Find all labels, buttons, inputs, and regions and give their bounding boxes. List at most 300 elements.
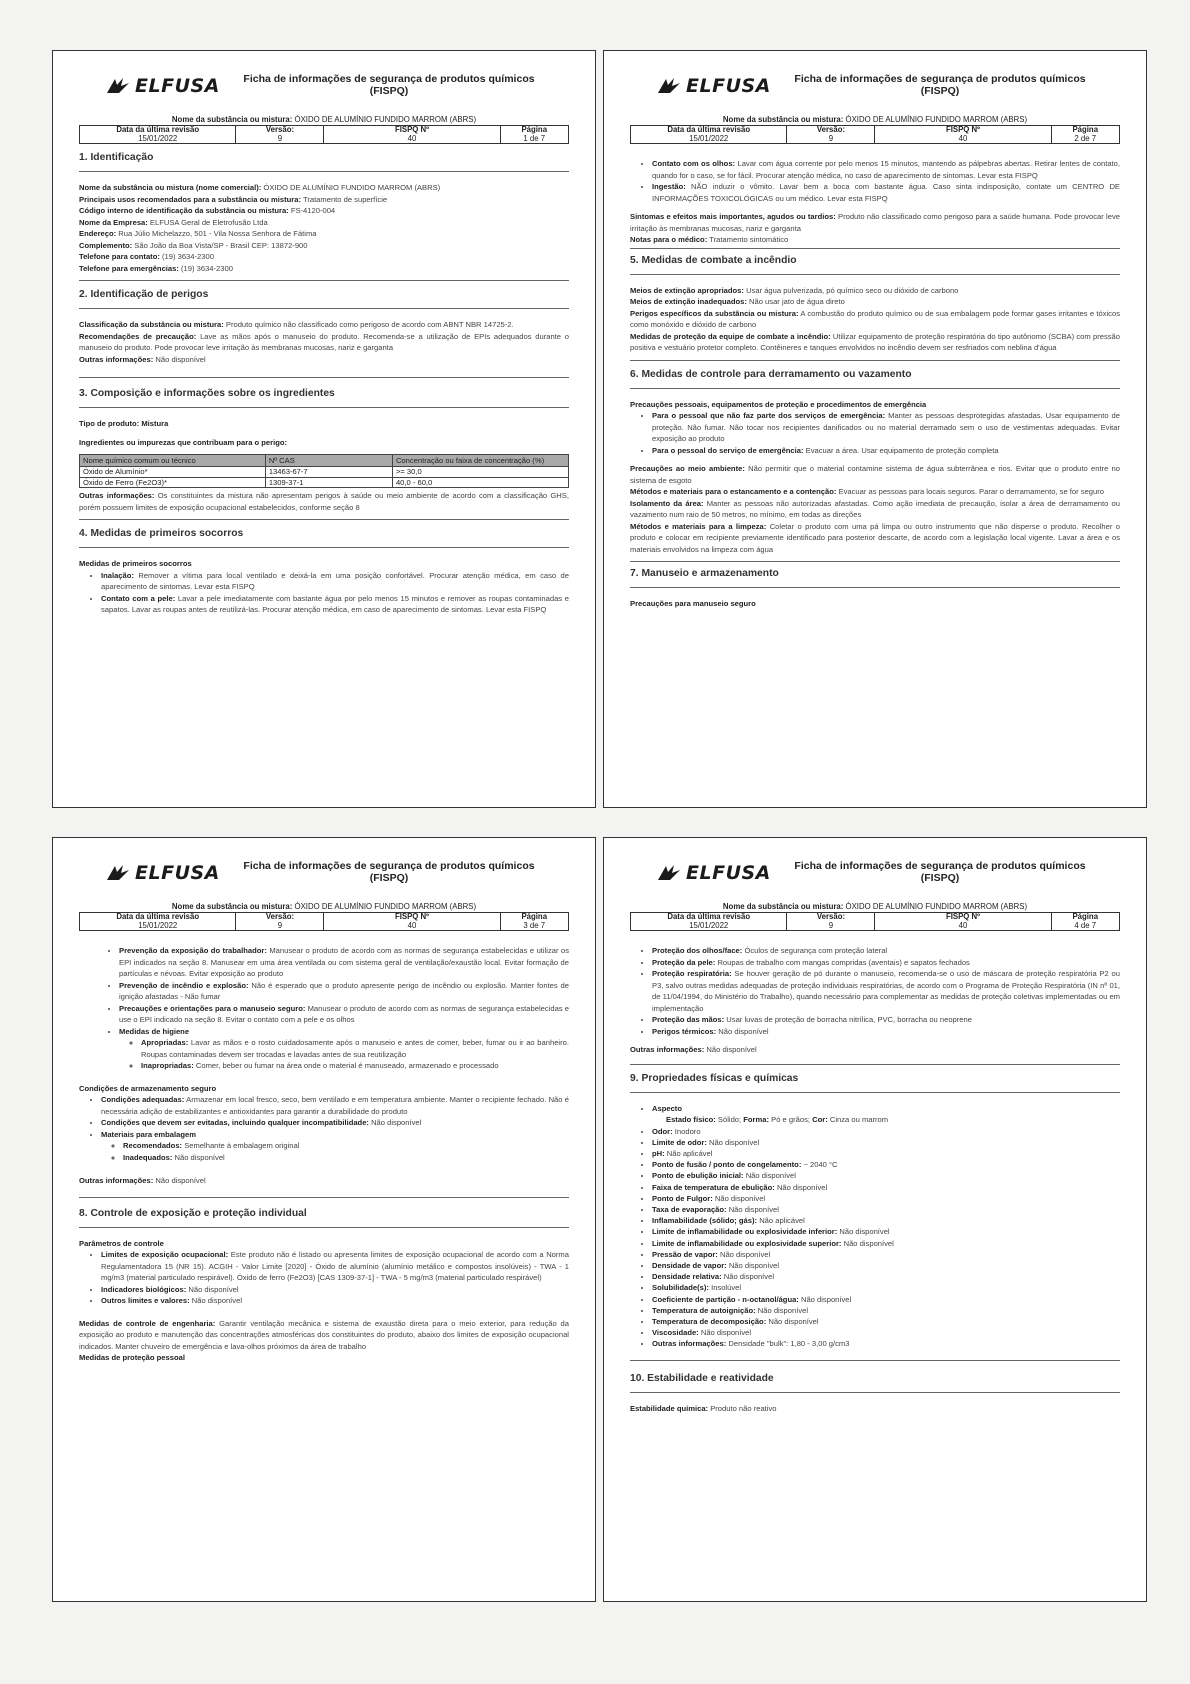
field-value: Lave as mãos após o manuseio do produto. Recomenda-se a utilização de EPIs adequados durante o manuseio do produto. Pode provocar leve irritação às membranas mucosas, nariz e garganta: [79, 331, 569, 352]
field-value: Não usar jato de água direto: [749, 297, 845, 306]
list-item: [652, 1215, 1120, 1226]
fire-line: [630, 331, 1120, 354]
identification-line: [79, 240, 569, 252]
field-value: Não permitir que o material contamine sistema de água subterrânea e rios. Evitar que o produto entre no sistema de esgoto: [630, 464, 1121, 485]
page-number: 3 de 7: [523, 920, 546, 930]
fispq-value: 40: [958, 133, 968, 143]
item-label: Aspecto: [652, 1103, 682, 1113]
fire-line: [630, 285, 1120, 297]
field-value: Produto não reativo: [710, 1403, 777, 1413]
item-value: Não disponível: [839, 1227, 890, 1237]
item-value: Não disponível: [188, 1284, 239, 1294]
field-value: Não disponível: [706, 1045, 757, 1054]
item-label: Pressão de vapor:: [652, 1249, 718, 1259]
list-item: [652, 1126, 1120, 1137]
version-value: 9: [828, 133, 834, 143]
field-label: Métodos e materiais para o estancamento e a contenção:: [630, 487, 837, 496]
hazard-line: [79, 319, 569, 331]
version-value: 9: [277, 920, 283, 930]
list-item: [652, 1137, 1120, 1148]
item-label: Densidade de vapor:: [652, 1260, 727, 1270]
substance-label: Nome da substância ou mistura:: [722, 902, 844, 911]
section-3-title: 3. Composição e informações sobre os ingredientes: [79, 388, 569, 408]
divider: [79, 280, 569, 281]
list-item: [652, 1282, 1120, 1293]
item-value: Lavar a pele imediatamente com bastante água por pelo menos 15 minutos e remover as roupas contaminadas e sapatos. Lavar as roupas antes de reutilizá-las. Procurar atenção médica, em caso de aparecimento de sintomas. Levar esta FISPQ: [101, 593, 569, 614]
item-value: Não disponível: [776, 1182, 828, 1192]
stability-line: [630, 1403, 1120, 1415]
field-value: Mistura: [141, 419, 169, 428]
item-value: Evacuar a área. Usar equipamento de proteção completa: [805, 445, 999, 455]
list-item: [652, 1170, 1120, 1181]
field-label: Complemento:: [79, 240, 133, 250]
symptoms-line: [630, 211, 1120, 234]
document-title: [760, 73, 1120, 97]
list-item: [652, 1204, 1120, 1215]
item-value: Não disponível: [708, 1137, 760, 1147]
item-label: Indicadores biológicos:: [101, 1284, 187, 1294]
elfusa-logo: [656, 862, 771, 884]
item-label: Taxa de evaporação:: [652, 1204, 727, 1214]
logo-text: ELFUSA: [135, 862, 220, 884]
revision-label: Data da última revisão: [667, 125, 751, 134]
list-item: [141, 1060, 569, 1072]
fispq-value: 40: [407, 133, 417, 143]
list-item: [652, 1294, 1120, 1305]
field-label: Medidas de controle de engenharia:: [79, 1318, 216, 1328]
item-label: Limite de inflamabilidade ou explosividade inferior:: [652, 1227, 838, 1237]
table-cell: Óxido de Ferro (Fe2O3)*: [80, 477, 266, 488]
list-item: [652, 1159, 1120, 1170]
item-value: Inodoro: [674, 1126, 701, 1136]
subheading: Parâmetros de controle: [79, 1238, 164, 1248]
item-value: Densidade "bulk": 1,80 - 3,00 g/cm3: [728, 1339, 850, 1349]
item-label: Perigos térmicos:: [652, 1026, 717, 1036]
field-label: Classificação da substância ou mistura:: [79, 320, 224, 329]
spill-line: [630, 463, 1120, 486]
revision-value: 15/01/2022: [138, 133, 178, 143]
document-title: [209, 73, 569, 97]
document-page-2: [603, 50, 1147, 808]
item-value: ~ 2040 °C: [803, 1160, 838, 1170]
engineering-controls-line: [79, 1318, 569, 1353]
revision-table: [79, 912, 569, 931]
list-item: [652, 181, 1120, 204]
item-label: Limite de inflamabilidade ou explosividade superior:: [652, 1238, 842, 1248]
section-6-title: 6. Medidas de controle para derramamento ou vazamento: [630, 369, 1120, 389]
flame-logo-icon: [656, 864, 684, 882]
item-label: pH:: [652, 1148, 665, 1158]
item-label: Precauções e orientações para o manuseio seguro:: [119, 1003, 306, 1013]
item-label: Limite de odor:: [652, 1137, 707, 1147]
document-page-3: [52, 837, 596, 1602]
doctor-notes-line: [630, 234, 1120, 246]
section-4-title: 4. Medidas de primeiros socorros: [79, 528, 569, 548]
item-label: Proteção respiratória:: [652, 969, 732, 978]
fire-line: [630, 308, 1120, 331]
identification-line: [79, 251, 569, 263]
table-cell: 1309-37-1: [265, 477, 392, 488]
list-item: [119, 1026, 569, 1072]
first-aid-list: [630, 158, 1120, 204]
version-label: Versão:: [265, 125, 295, 134]
field-label: Principais usos recomendados para a substância ou mistura:: [79, 194, 301, 204]
item-label: Ingestão:: [652, 182, 686, 191]
item-value: Este produto não é listado ou apresenta limites de exposição ocupacional de acordo com a Norma Regulamentadora 15 (NR 15). ACGIH - Valor Limite [2020] - Óxido de alumínio (alumínio metálico e compostos insolúveis) - TWA - 1 mg/m3 (material particulado respirável). Óxido de ferro (Fe2O3) [CAS 1309-37-1] - TWA - 5 mg/m3 (material particulado respirável): [101, 1250, 569, 1282]
field-value: Manter as pessoas não autorizadas afastadas. Como ação imediata de precaução, isolar a área de derramamento ou vazamento num raio de 50 metros, no mínimo, em todas as direções: [630, 498, 1120, 519]
item-label: Densidade relativa:: [652, 1272, 722, 1282]
item-label: Prevenção da exposição do trabalhador:: [119, 946, 267, 955]
column-header: Concentração ou faixa de concentração (%): [392, 455, 568, 467]
list-item: [101, 570, 569, 593]
list-item: [652, 957, 1120, 969]
item-value: Não disponível: [700, 1328, 752, 1338]
fispq-label: FISPQ Nº: [394, 912, 430, 921]
subheading: Precauções para manuseio seguro: [630, 599, 756, 608]
list-item: [652, 1305, 1120, 1316]
item-value: Não disponível: [843, 1238, 894, 1248]
list-item: [652, 968, 1120, 1014]
item-value: Não disponível: [800, 1294, 852, 1304]
aspect-details: [652, 1114, 1120, 1126]
list-item: [652, 1338, 1120, 1349]
hygiene-list: [119, 1037, 569, 1072]
item-label: Proteção dos olhos/face:: [652, 946, 743, 955]
field-value: Usar água pulverizada, pó químico seco ou dióxido de carbono: [746, 285, 959, 295]
ingredients-label: Ingredientes ou impurezas que contribuam para o perigo:: [79, 437, 288, 447]
list-item: [101, 1094, 569, 1117]
item-value: Não disponível: [728, 1260, 780, 1270]
divider: [79, 1197, 569, 1198]
field-value: Produto não classificado como perigoso para a saúde humana. Pode provocar leve irritação às membranas mucosas, nariz e garganta: [630, 212, 1120, 233]
item-value: Roupas de trabalho com mangas compridas (aventais) e sapatos fechados: [717, 957, 970, 967]
table-cell: 40,0 - 60,0: [392, 477, 568, 488]
field-label: Outras informações:: [79, 1176, 154, 1185]
page-label: Página: [1072, 912, 1099, 921]
subheading: Condições de armazenamento seguro: [79, 1083, 217, 1093]
list-item: [652, 1271, 1120, 1282]
section-10-title: 10. Estabilidade e reatividade: [630, 1373, 1120, 1393]
spill-line: [630, 521, 1120, 556]
control-params-heading: [79, 1238, 569, 1250]
field-label: Tipo de produto:: [79, 419, 140, 428]
substance-label: Nome da substância ou mistura:: [171, 902, 293, 911]
item-label: Solubilidade(s):: [652, 1283, 709, 1293]
item-value: Não disponível: [745, 1171, 796, 1181]
item-value: Cinza ou marrom: [829, 1115, 889, 1124]
item-value: Não disponível: [719, 1249, 771, 1259]
first-aid-list: [79, 570, 569, 616]
field-value: Não disponível: [155, 1176, 206, 1185]
field-label: Notas para o médico:: [630, 235, 708, 244]
spill-heading: [630, 399, 1120, 411]
field-value: ELFUSA Geral de Eletrofusão Ltda: [149, 217, 268, 227]
storage-list: [79, 1094, 569, 1163]
version-label: Versão:: [265, 912, 295, 921]
title-line-1: Ficha de informações de segurança de produtos químicos: [794, 73, 1086, 85]
field-value: Produto químico não classificado como perigoso de acordo com ABNT NBR 14725-2.: [225, 320, 514, 329]
list-item: [101, 593, 569, 616]
item-value: Armazenar em local fresco, seco, bem ventilado e em temperatura ambiente. Manter o recipiente fechado. Não é necessária adição de estabilizantes e antioxidantes para garantir a durabilidade do produto: [101, 1095, 569, 1116]
list-item: [652, 1316, 1120, 1327]
divider: [630, 248, 1120, 249]
item-label: Ponto de Fulgor:: [652, 1193, 713, 1203]
substance-value: ÓXIDO DE ALUMÍNIO FUNDIDO MARROM (ABRS): [845, 902, 1028, 911]
item-label: Ponto de ebulição inicial:: [652, 1171, 744, 1181]
table-header-row: [80, 455, 569, 467]
divider: [630, 1064, 1120, 1065]
title-line-1: Ficha de informações de segurança de produtos químicos: [243, 73, 535, 85]
item-value: Pó e grãos;: [771, 1115, 810, 1124]
item-value: Não disponível: [174, 1152, 225, 1162]
list-item: [101, 1129, 569, 1164]
item-label: Outras informações:: [652, 1339, 727, 1349]
item-value: Não é esperado que o produto apresente perigo de incêndio ou explosão. Manter fontes de ignição afastadas - Não fumar: [119, 980, 569, 1001]
identification-line: [79, 194, 569, 206]
list-item: [652, 1026, 1120, 1038]
field-label: Métodos e materiais para a limpeza:: [630, 521, 767, 531]
fire-line: [630, 296, 1120, 308]
item-label: Materiais para embalagem: [101, 1129, 196, 1139]
field-value: Não disponível: [155, 354, 206, 364]
item-value: Usar luvas de proteção de borracha nitrílica, PVC, borracha ou neoprene: [726, 1015, 972, 1024]
item-label: Inflamabilidade (sólido; gás):: [652, 1216, 758, 1226]
field-value: Coletar o produto com uma pá limpa ou outro instrumento que não disperse o produto. Recolher o produto e colocar em recipiente previamente identificado para posterior descarte, de acordo com a legislação local vigente. Lavar a área e os materiais envolvidos na limpeza com água: [630, 521, 1120, 554]
list-item: [652, 1327, 1120, 1338]
section-1-title: 1. Identificação: [79, 152, 569, 172]
item-value: Remover a vítima para local ventilado e deixá-la em uma posição confortável. Procurar atenção médica, em caso de aparecimento de sintomas. Levar esta FISPQ: [101, 570, 569, 591]
field-value: São João da Boa Vista/SP - Brasil CEP: 13872-900: [134, 240, 308, 250]
field-value: Os constituintes da mistura não apresentam perigos à saúde ou meio ambiente de acordo com a classificação GHS, porém possuem limites de exposição ocupacional estabelecidos, conforme seção 8: [79, 491, 569, 512]
revision-label: Data da última revisão: [116, 912, 200, 921]
item-value: Insolúvel: [711, 1283, 742, 1293]
item-value: Manter as pessoas desprotegidas afastadas. Usar equipamento de proteção. Não fumar. Não tocar nos recipientes danificados ou no material derramado sem o uso de vestimentas adequadas. Evitar exposição ao produto: [652, 411, 1120, 443]
fispq-label: FISPQ Nº: [394, 125, 430, 134]
field-value: Evacuar as pessoas para locais seguros. Parar o derramamento, se for seguro: [838, 487, 1104, 496]
list-item: [101, 1117, 569, 1129]
field-label: Medidas de proteção pessoal: [79, 1353, 185, 1362]
identification-line: [79, 205, 569, 217]
identification-line: [79, 182, 569, 194]
item-label: Inalação:: [101, 570, 134, 580]
field-label: Sintomas e efeitos mais importantes, agudos ou tardios:: [630, 212, 836, 221]
list-item: [652, 1182, 1120, 1193]
divider: [630, 360, 1120, 361]
properties-list: [630, 1103, 1120, 1126]
page-label: Página: [521, 125, 548, 134]
logo-text: ELFUSA: [135, 75, 220, 97]
item-label: Para o pessoal do serviço de emergência:: [652, 445, 804, 455]
composition-table: [79, 454, 569, 488]
list-item: [119, 945, 569, 980]
substance-line: [630, 902, 1120, 911]
flame-logo-icon: [656, 77, 684, 95]
identification-line: [79, 228, 569, 240]
revision-value: 15/01/2022: [689, 920, 729, 930]
substance-line: [79, 902, 569, 911]
revision-table: [79, 125, 569, 144]
storage-heading: [79, 1083, 569, 1095]
handling-list: [79, 945, 569, 1072]
item-value: Não disponível: [723, 1272, 775, 1282]
item-label: Apropriadas:: [141, 1038, 189, 1047]
field-label: Medidas de proteção da equipe de combate a incêndio:: [630, 331, 831, 341]
divider: [79, 519, 569, 520]
item-label: Contato com a pele:: [101, 593, 176, 603]
elfusa-logo: [105, 75, 220, 97]
page-header: [79, 73, 569, 113]
handling-heading: [630, 598, 1120, 610]
revision-label: Data da última revisão: [116, 125, 200, 134]
revision-table: [630, 912, 1120, 931]
version-value: 9: [828, 920, 834, 930]
logo-text: ELFUSA: [686, 862, 771, 884]
item-value: Não disponível: [371, 1118, 422, 1127]
document-title: [209, 860, 569, 884]
field-label: Endereço:: [79, 229, 117, 238]
section-9-title: 9. Propriedades físicas e químicas: [630, 1073, 1120, 1093]
section-7-title: 7. Manuseio e armazenamento: [630, 568, 1120, 588]
item-label: Coeficiente de partição - n-octanol/água:: [652, 1294, 799, 1304]
field-label: Estabilidade química:: [630, 1403, 709, 1413]
packaging-list: [101, 1140, 569, 1163]
field-label: Outras informações:: [79, 354, 154, 364]
item-label: Contato com os olhos:: [652, 159, 736, 168]
properties-list: [630, 1126, 1120, 1350]
table-row: [80, 477, 569, 488]
table-cell: Óxido de Alumínio*: [80, 467, 266, 478]
list-item: [652, 1193, 1120, 1204]
substance-line: [630, 115, 1120, 124]
fispq-value: 40: [958, 920, 968, 930]
item-label: Condições adequadas:: [101, 1095, 185, 1104]
item-value: Não disponível: [714, 1193, 766, 1203]
item-label: Ponto de fusão / ponto de congelamento:: [652, 1160, 802, 1170]
item-value: Manusear o produto de acordo com as normas de segurança estabelecidas e use o EPI indicado na seção 8. Evitar o contato com a pele e os olhos: [119, 1003, 569, 1024]
personal-protection-heading: [79, 1352, 569, 1364]
item-label: Proteção das mãos:: [652, 1015, 725, 1024]
substance-value: ÓXIDO DE ALUMÍNIO FUNDIDO MARROM (ABRS): [294, 902, 477, 911]
page-label: Página: [1072, 125, 1099, 134]
table-cell: >= 30,0: [392, 467, 568, 478]
page-header: [630, 73, 1120, 113]
list-item: [123, 1140, 569, 1152]
item-label: Forma:: [743, 1115, 770, 1124]
item-label: Proteção da pele:: [652, 957, 716, 967]
item-label: Faixa de temperatura de ebulição:: [652, 1182, 775, 1192]
column-header: Nome químico comum ou técnico: [80, 455, 266, 467]
elfusa-logo: [105, 862, 220, 884]
item-value: Não disponível: [768, 1316, 819, 1326]
title-line-1: Ficha de informações de segurança de produtos químicos: [794, 860, 1086, 872]
field-label: Telefone para contato:: [79, 252, 160, 261]
field-value: Utilizar equipamento de proteção respiratória do tipo autônomo (SCBA) com pressão positiva e vestuário protetor completo. Contêineres e tanques envolvidos no incêndio devem ser resfriados com neblina d'água: [630, 331, 1120, 352]
identification-line: [79, 217, 569, 229]
page-header: [79, 860, 569, 900]
item-label: Viscosidade:: [652, 1328, 699, 1338]
page-label: Página: [521, 912, 548, 921]
hazard-line: [79, 331, 569, 354]
list-item: [652, 445, 1120, 457]
field-value: FS-4120-004: [290, 206, 336, 215]
list-item: [652, 1148, 1120, 1159]
item-value: Se houver geração de pó durante o manuseio, recomenda-se o uso de máscara de proteção respiratória P2 ou P3, salvo outras medidas adequadas de proteção individuais respiratórias, de acordo com o Programa de Proteção Respiratória (IN nº 01, de 11/04/1994, do Ministério do Trabalho), quando necessário para complementar as medidas de proteção coletivas implementadas ou em implementação: [652, 969, 1120, 1013]
ingredients-heading: [79, 437, 569, 449]
divider: [630, 561, 1120, 562]
revision-label: Data da última revisão: [667, 912, 751, 921]
list-item: [101, 1284, 569, 1296]
field-value: Tratamento sintomático: [709, 235, 789, 244]
substance-line: [79, 115, 569, 124]
substance-value: ÓXIDO DE ALUMÍNIO FUNDIDO MARROM (ABRS): [845, 115, 1028, 124]
field-value: (19) 3634-2300: [181, 263, 233, 273]
title-line-2: (FISPQ): [920, 872, 960, 884]
identification-line: [79, 263, 569, 275]
item-value: Não aplicável: [759, 1216, 805, 1226]
list-item: [652, 1249, 1120, 1260]
logo-text: ELFUSA: [686, 75, 771, 97]
column-header: Nº CAS: [265, 455, 392, 467]
field-label: Código interno de identificação da substância ou mistura:: [79, 206, 289, 215]
table-cell: 13463-67-7: [265, 467, 392, 478]
protection-list: [630, 945, 1120, 1037]
subheading: Precauções pessoais, equipamentos de proteção e procedimentos de emergência: [630, 399, 927, 409]
item-value: Sólido;: [717, 1115, 742, 1124]
item-value: Não disponível: [191, 1296, 243, 1305]
item-value: NÃO induzir o vômito. Lavar bem a boca com bastante água. Caso sinta indisposição, contate um CENTRO DE INFORMAÇÕES TOXICOLÓGICAS ou um médico. Levar esta FISPQ: [652, 182, 1120, 203]
version-label: Versão:: [816, 125, 846, 134]
item-label: Para o pessoal que não faz parte dos serviços de emergência:: [652, 411, 886, 420]
page-number: 2 de 7: [1074, 133, 1097, 143]
list-item: [101, 1295, 569, 1307]
document-title: [760, 860, 1120, 884]
divider: [630, 1360, 1120, 1361]
list-item: [652, 1226, 1120, 1237]
substance-label: Nome da substância ou mistura:: [171, 115, 293, 124]
substance-value: ÓXIDO DE ALUMÍNIO FUNDIDO MARROM (ABRS): [294, 115, 477, 124]
section-8-title: 8. Controle de exposição e proteção individual: [79, 1208, 569, 1228]
item-label: Recomendados:: [123, 1141, 183, 1150]
flame-logo-icon: [105, 864, 133, 882]
spill-list: [630, 410, 1120, 456]
field-label: Meios de extinção apropriados:: [630, 285, 744, 295]
fispq-label: FISPQ Nº: [945, 912, 981, 921]
item-label: Outros limites e valores:: [101, 1296, 190, 1305]
item-label: Temperatura de decomposição:: [652, 1316, 767, 1326]
field-label: Outras informações:: [79, 491, 155, 500]
field-label: Meios de extinção inadequados:: [630, 297, 747, 306]
fispq-label: FISPQ Nº: [945, 125, 981, 134]
hazard-line: [79, 354, 569, 366]
field-value: A combustão do produto químico ou de sua embalagem pode formar gases irritantes e tóxicos como monóxido e dióxido de carbono: [630, 308, 1120, 329]
elfusa-logo: [656, 75, 771, 97]
page-number: 1 de 7: [523, 133, 546, 143]
item-value: Semelhante à embalagem original: [184, 1141, 300, 1150]
title-line-2: (FISPQ): [369, 872, 409, 884]
title-line-2: (FISPQ): [369, 85, 409, 97]
item-value: Óculos de segurança com proteção lateral: [744, 946, 888, 955]
spill-line: [630, 486, 1120, 498]
version-value: 9: [277, 133, 283, 143]
item-label: Estado físico:: [666, 1115, 716, 1124]
revision-value: 15/01/2022: [138, 920, 178, 930]
item-label: Cor:: [812, 1115, 828, 1124]
item-label: Odor:: [652, 1126, 673, 1136]
page-header: [630, 860, 1120, 900]
list-item: [652, 410, 1120, 445]
field-label: Precauções ao meio ambiente:: [630, 464, 745, 473]
item-label: Temperatura de autoignição:: [652, 1305, 756, 1315]
